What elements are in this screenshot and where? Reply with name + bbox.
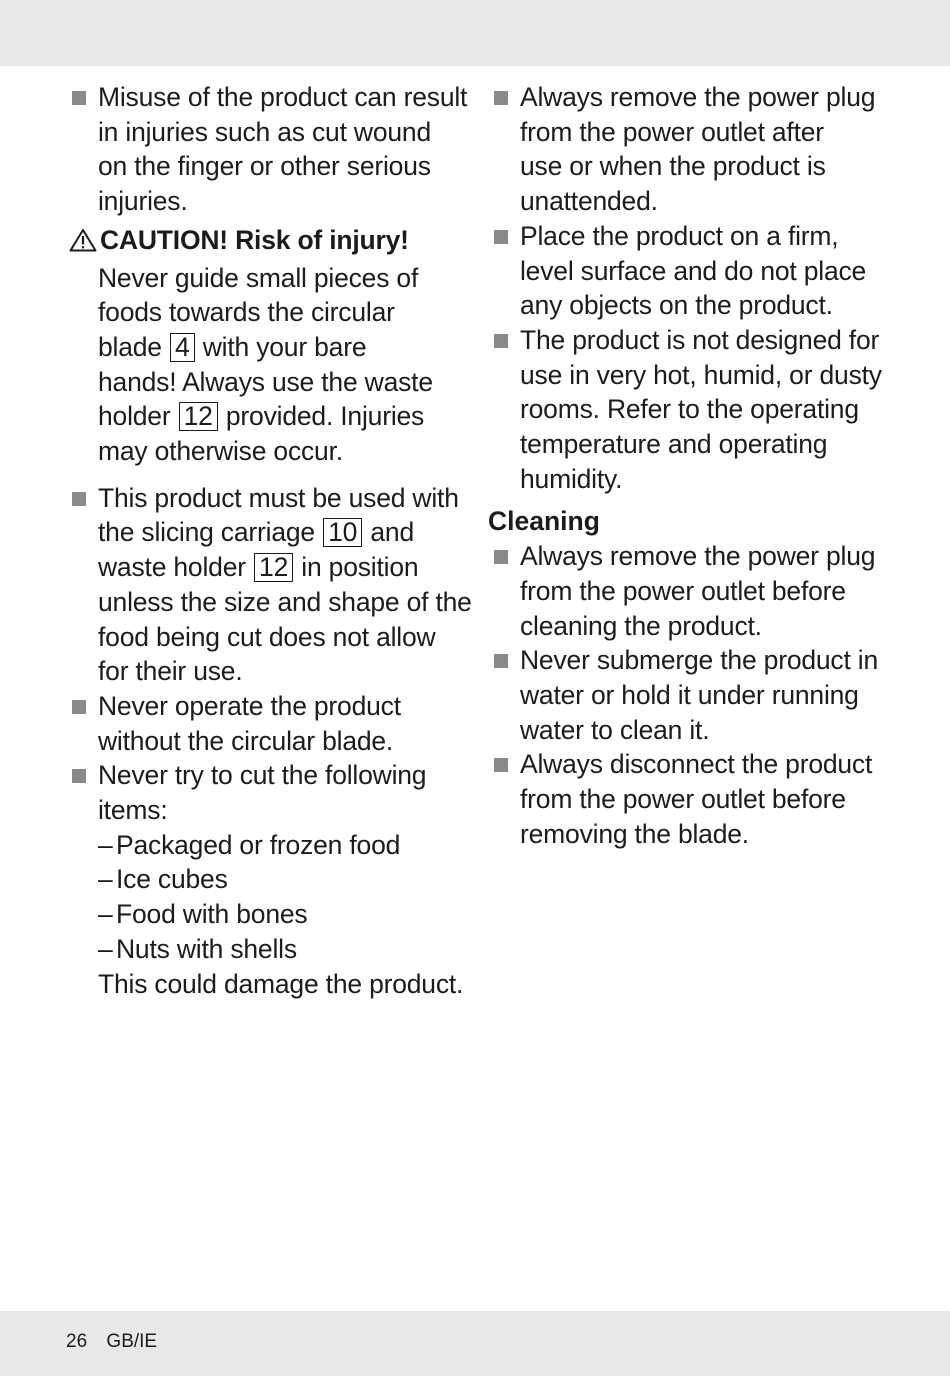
list-item-carriage [70,481,470,689]
page-number: 26 [66,1331,88,1352]
list-item-submerge [492,643,892,747]
dash-marker: – [98,899,113,930]
list-item-not-designed [492,323,892,497]
text-line: water to clean it. [520,714,710,745]
bullet-square-icon [72,91,86,105]
text-line: items: [98,795,168,826]
locale-label: GB/IE [106,1331,158,1352]
bullet-square-icon [494,550,508,564]
text-line: Never guide small pieces of [98,262,419,293]
text-line: injuries. [98,186,188,217]
sub-list-item: – Packaged or frozen food [98,828,470,863]
dash-marker: – [98,933,113,964]
text-line: food being cut does not allow [98,621,436,652]
text-line [98,330,470,365]
text-line: removing the blade. [520,818,749,849]
bullet-square-icon [494,230,508,244]
right-column [488,80,892,851]
text-line: level surface and do not place [520,255,867,286]
sub-list-item: – Food with bones [98,897,470,932]
text-line: may otherwise occur. [98,436,343,467]
text-line: Never try to cut the following [98,760,427,791]
text-line: any objects on the product. [520,290,833,321]
bullet-square-icon [494,654,508,668]
dash-marker: – [98,864,113,895]
text-line: This product must be used with [98,482,459,513]
text-line: without the circular blade. [98,725,394,756]
text-line: water or hold it under running [520,679,859,710]
text-line: on the finger or other serious [98,151,431,182]
list-item-place [492,219,892,323]
text-line: foods towards the circular [98,297,395,328]
text-fragment: and [370,517,414,548]
bullet-square-icon [494,758,508,772]
caution-block [70,223,470,469]
page-footer [66,1331,171,1353]
part-reference-box: 10 [323,518,362,547]
sub-list-item: – Nuts with shells [98,932,470,967]
text-line: from the power outlet after [520,116,824,147]
bullet-square-icon [494,334,508,348]
text-line: use in very hot, humid, or dusty [520,359,882,390]
text-line: in injuries such as cut wound [98,116,431,147]
part-reference-box: 12 [254,553,293,582]
list-item-remove-plug [492,80,892,219]
text-line: Never operate the product [98,690,401,721]
bullet-square-icon [494,91,508,105]
left-column [70,80,470,1001]
text-line: Always disconnect the product [520,749,873,780]
text-line: use or when the product is [520,151,826,182]
text-line: Misuse of the product can result [98,82,468,112]
text-fragment: in position [301,552,419,583]
text-line: Always remove the power plug [520,541,876,572]
text-line [98,399,470,434]
text-line: Place the product on a firm, [520,220,839,251]
text-fragment: the slicing carriage [98,517,315,548]
list-item-misuse [70,80,470,219]
text-line: unattended. [520,186,658,217]
list-item-never-cut [70,758,470,1001]
text-fragment: waste holder [98,552,246,583]
list-item-never-operate [70,689,470,758]
text-line: humidity. [520,463,623,494]
part-reference-box: 12 [179,402,218,431]
list-item-disconnect [492,747,892,851]
text-line: from the power outlet before [520,575,846,606]
text-line: The product is not designed for [520,324,880,355]
text-line: hands! Always use the waste [98,366,433,397]
bullet-square-icon [72,769,86,783]
text-line [98,550,470,585]
warning-triangle-icon [69,226,97,261]
section-heading-cleaning: Cleaning [488,506,600,537]
text-fragment: blade [98,331,162,362]
list-item-clean-plug [492,539,892,643]
text-line: temperature and operating [520,429,828,460]
text-line: for their use. [98,656,243,687]
text-fragment: provided. Injuries [225,401,425,432]
part-reference-box: 4 [170,333,195,362]
text-line [98,515,470,550]
text-fragment: holder [98,401,171,432]
sub-list-item: – Ice cubes [98,862,470,897]
text-line: unless the size and shape of the [98,586,472,617]
text-fragment: with your bare [202,331,367,362]
caution-title: CAUTION! Risk of injury! [100,224,409,255]
text-line: Never submerge the product in [520,645,879,676]
text-line: Always remove the power plug [520,82,876,112]
header-band [0,0,950,66]
text-line: from the power outlet before [520,784,846,815]
text-line: cleaning the product. [520,610,762,641]
bullet-square-icon [72,700,86,714]
text-line: This could damage the product. [98,968,464,999]
bullet-square-icon [72,492,86,506]
text-line: rooms. Refer to the operating [520,394,859,425]
dash-marker: – [98,829,113,860]
